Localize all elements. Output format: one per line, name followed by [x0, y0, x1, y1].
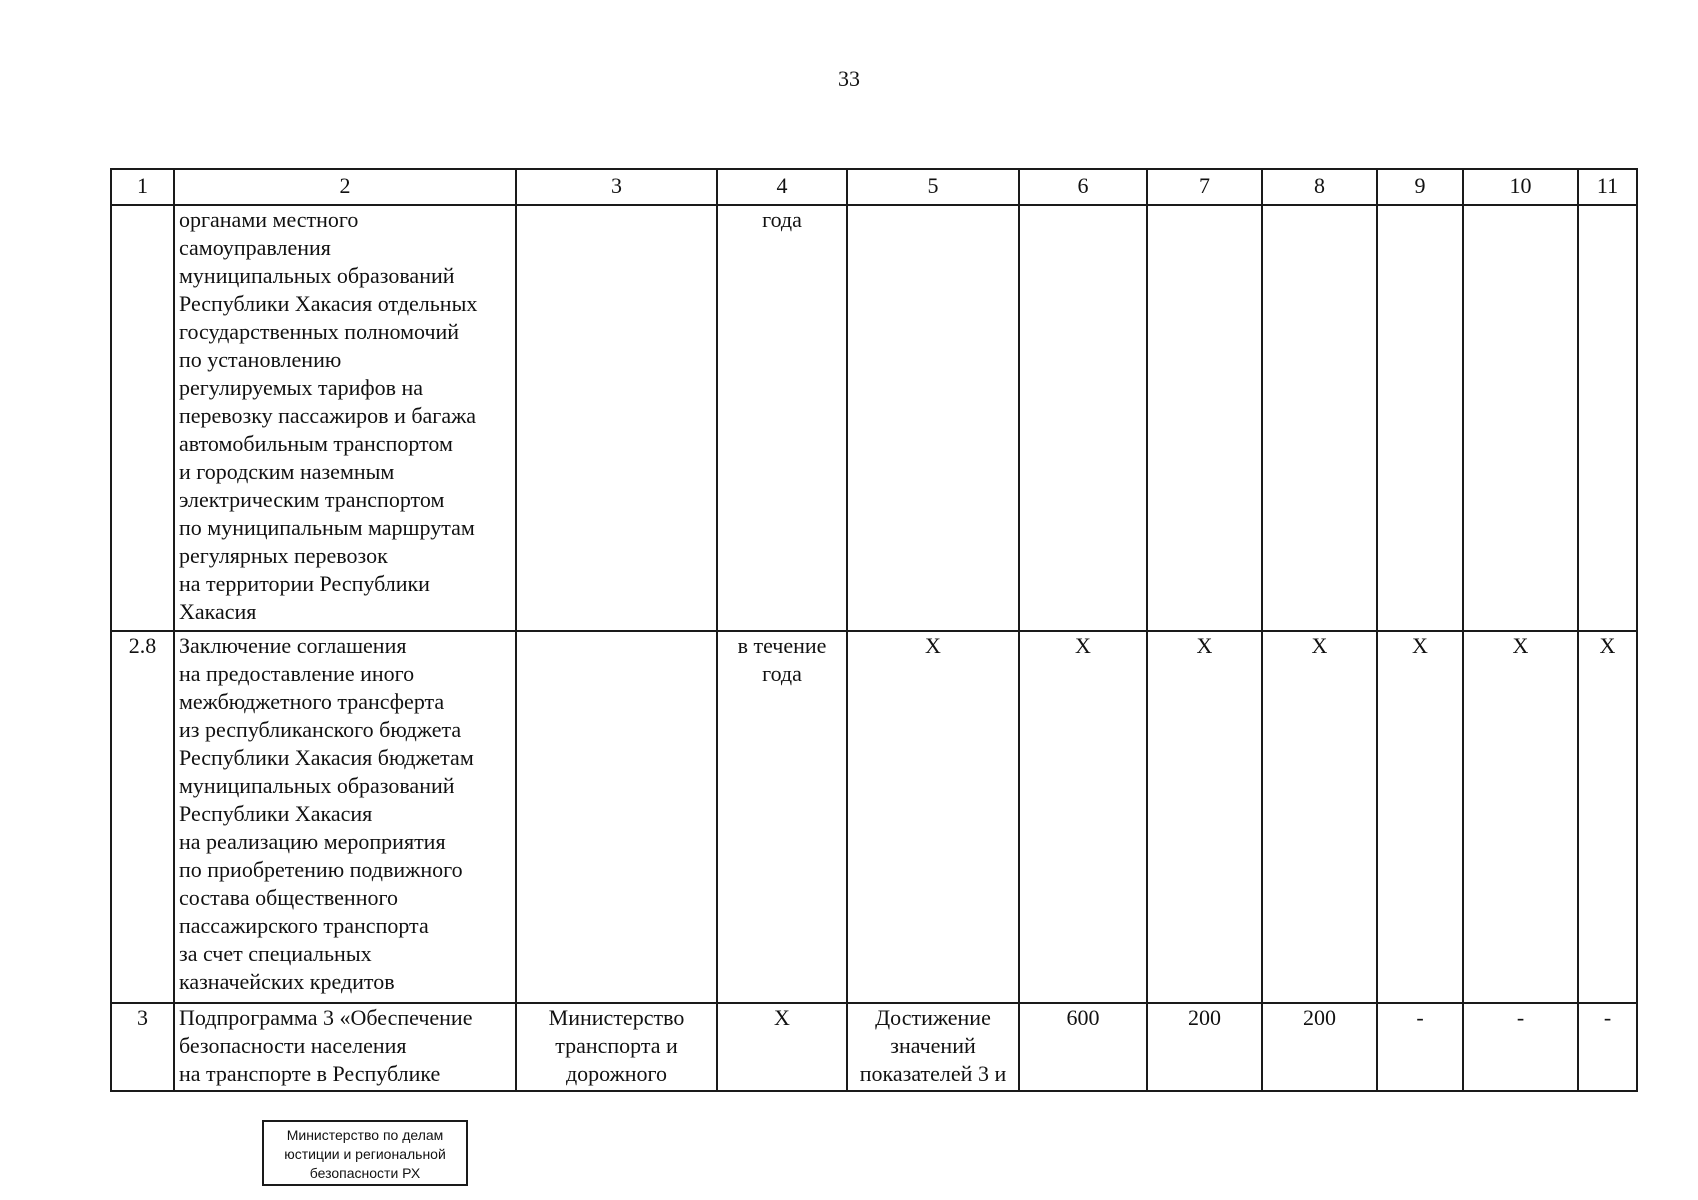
table-cell: Х [847, 631, 1019, 1003]
table-row [111, 1003, 1637, 1091]
column-header: 6 [1019, 169, 1147, 205]
table-cell [1578, 205, 1637, 631]
column-header: 9 [1377, 169, 1463, 205]
column-header: 8 [1262, 169, 1377, 205]
table-cell: Заключение соглашения на предоставление иного межбюджетного трансферта из республиканского бюджета Республики Хакасия бюджетам муниципальных образований Республики Хакасия на реализацию мероприятия по приобретению подвижного состава общественного пассажирского транспорта за счет специальных казначейских кредитов [174, 631, 516, 1003]
table-cell: 3 [111, 1003, 174, 1091]
table-cell: органами местного самоуправления муниципальных образований Республики Хакасия отдельных государственных полномочий по установлению регулируемых тарифов на перевозку пассажиров и багажа автомобильным транспортом и городским наземным электрическим транспортом по муниципальным маршрутам регулярных перевозок на территории Республики Хакасия [174, 205, 516, 631]
table-cell: 2.8 [111, 631, 174, 1003]
table-cell [516, 205, 717, 631]
table-cell: 200 [1262, 1003, 1377, 1091]
table-cell: Х [1262, 631, 1377, 1003]
ministry-stamp: Министерство по делам юстиции и региональной безопасности РХ [262, 1120, 468, 1186]
table-cell [111, 205, 174, 631]
table-cell: Х [717, 1003, 847, 1091]
table-cell [1262, 205, 1377, 631]
table-row [111, 205, 1637, 631]
column-header: 7 [1147, 169, 1262, 205]
table-cell: Министерство транспорта и дорожного [516, 1003, 717, 1091]
table-cell: Достижение значений показателей 3 и [847, 1003, 1019, 1091]
table-cell [847, 205, 1019, 631]
table-cell [1147, 205, 1262, 631]
table-cell: - [1578, 1003, 1637, 1091]
column-header: 4 [717, 169, 847, 205]
table-cell: - [1463, 1003, 1578, 1091]
table-header-row [111, 169, 1637, 205]
table-cell: 600 [1019, 1003, 1147, 1091]
table-cell: 200 [1147, 1003, 1262, 1091]
table-cell [1019, 205, 1147, 631]
table-cell [1377, 205, 1463, 631]
table-cell: в течение года [717, 631, 847, 1003]
table-cell: Х [1147, 631, 1262, 1003]
page-number: 33 [838, 66, 860, 91]
table-cell: Х [1578, 631, 1637, 1003]
column-header: 1 [111, 169, 174, 205]
column-header: 10 [1463, 169, 1578, 205]
document-table [110, 168, 1638, 1092]
table-cell [1463, 205, 1578, 631]
table-cell: Х [1019, 631, 1147, 1003]
column-header: 3 [516, 169, 717, 205]
column-header: 11 [1578, 169, 1637, 205]
table-cell: - [1377, 1003, 1463, 1091]
column-header: 2 [174, 169, 516, 205]
table-cell: года [717, 205, 847, 631]
table-cell: Х [1463, 631, 1578, 1003]
table-cell [516, 631, 717, 1003]
column-header: 5 [847, 169, 1019, 205]
table-cell: Подпрограмма 3 «Обеспечение безопасности населения на транспорте в Республике [174, 1003, 516, 1091]
table-cell: Х [1377, 631, 1463, 1003]
table-row [111, 631, 1637, 1003]
